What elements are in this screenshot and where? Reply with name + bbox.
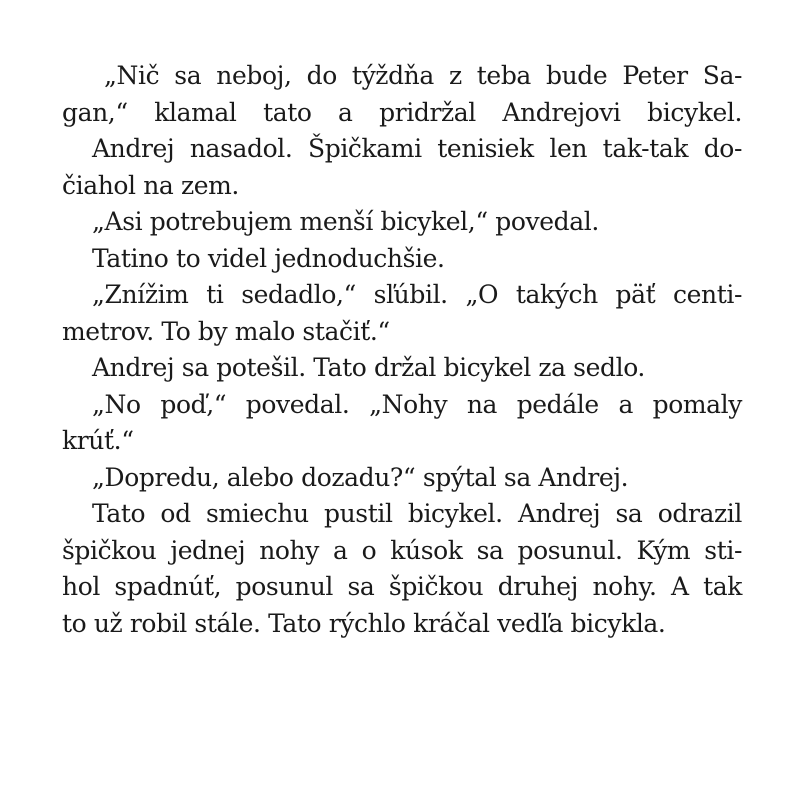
text-line: Andrej nasadol. Špičkami tenisiek len tak-tak do- (92, 134, 742, 163)
text-line: gan,“ klamal tato a pridržal Andrejovi bicykel. (62, 97, 742, 127)
text-line: špičkou jednej nohy a o kúsok sa posunul. Kým sti- (62, 535, 742, 565)
text-line: metrov. To by malo stačiť.“ (62, 316, 390, 346)
text-line: Andrej sa potešil. Tato držal bicykel za sedlo. (92, 353, 645, 382)
text-line: „Asi potrebujem menší bicykel,“ povedal. (92, 207, 599, 236)
story-text (62, 58, 742, 642)
text-line: „Dopredu, alebo dozadu?“ spýtal sa Andrej. (92, 462, 629, 492)
text-line: Tato od smiechu pustil bicykel. Andrej sa odrazil (92, 499, 742, 528)
text-line: Tatino to videl jednoduchšie. (92, 243, 445, 273)
text-line: to už robil stále. Tato rýchlo kráčal vedľa bicykla. (62, 608, 666, 638)
text-line: „Znížim ti sedadlo,“ sľúbil. „O takých päť centi- (92, 280, 742, 309)
text-line: „Nič sa neboj, do týždňa z teba bude Peter Sa- (104, 61, 742, 90)
text-line: hol spadnúť, posunul sa špičkou druhej nohy. A tak (62, 572, 742, 601)
text-line: čiahol na zem. (62, 170, 239, 200)
text-line: „No poď,“ povedal. „Nohy na pedále a pomaly (92, 389, 742, 419)
text-line: krúť.“ (62, 426, 134, 455)
